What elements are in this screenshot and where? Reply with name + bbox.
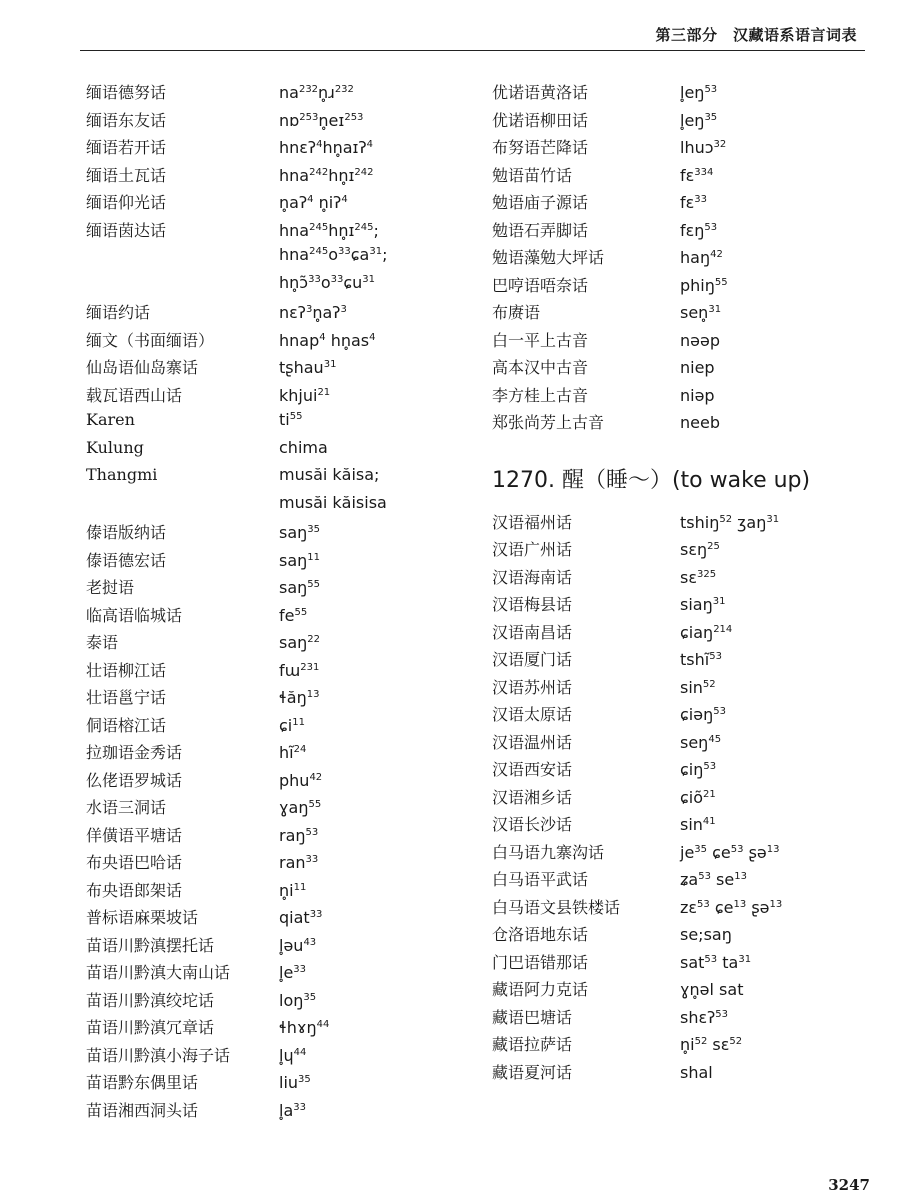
list-item (86, 740, 416, 768)
page-header (80, 22, 865, 51)
language-name: 壮语邕宁话 (86, 688, 167, 707)
language-name: 门巴语错那话 (492, 952, 589, 972)
list-item (492, 922, 872, 950)
word-form: ɬhɤŋ$^{44}$ (279, 1018, 330, 1037)
list-item (86, 960, 416, 988)
right-column-bottom-list (492, 510, 872, 1088)
language-name: 汉语海南话 (492, 567, 573, 587)
list-item (86, 273, 416, 301)
language-name: 藏语巴塘话 (492, 1007, 573, 1027)
language-name: 汉语南昌话 (492, 622, 573, 642)
list-item (86, 685, 416, 713)
language-name: 布央语巴哈话 (86, 853, 183, 872)
language-name: 汉语梅县话 (492, 595, 573, 614)
word-form: l̥ɥ$^{44}$ (279, 1045, 307, 1065)
word-form: ɬăŋ$^{13}$ (279, 688, 320, 707)
list-item (492, 163, 872, 191)
word-form: $na^{232}n̥ɹ^{232}$ (279, 83, 354, 102)
word-form: hnap$^4$ $hn̥as^4$ (279, 330, 376, 350)
list-item (86, 1015, 416, 1043)
language-name: 藏语拉萨话 (492, 1035, 573, 1054)
list-item (492, 895, 872, 923)
language-name: 白马语平武话 (492, 870, 589, 889)
language-name: 缅语土瓦话 (86, 165, 167, 185)
language-name: 缅语若开话 (86, 138, 167, 157)
word-form: sɛŋ$^{25}$ (680, 540, 720, 559)
word-form: zɛ$^{53}$ ɕe$^{13}$ ʂə$^{13}$ (680, 897, 783, 917)
word-form: tshĩ$^{53}$ (680, 650, 722, 669)
list-item (492, 950, 872, 978)
list-item (86, 300, 416, 328)
list-item (492, 108, 872, 136)
list-item (492, 273, 872, 301)
word-form: saŋ$^{22}$ (279, 633, 321, 652)
language-name: 白一平上古音 (492, 330, 589, 350)
language-name: 白马语文县铁楼话 (492, 897, 621, 917)
word-form: saŋ$^{35}$ (279, 523, 321, 542)
list-item (492, 410, 872, 438)
list-item (86, 575, 416, 603)
list-item (86, 878, 416, 906)
word-form: siaŋ$^{31}$ (680, 595, 726, 614)
word-form: tshiŋ$^{52}$ ʒaŋ$^{31}$ (680, 512, 780, 532)
list-item (492, 218, 872, 246)
word-form: ɣn̥əl sat (680, 980, 744, 999)
right-column-top-list (492, 80, 872, 438)
language-name: 布央语郎架话 (86, 880, 183, 900)
word-form: $l̥eŋ^{35}$ (680, 110, 718, 130)
page-number: 3247 (828, 1176, 870, 1194)
list-item (492, 977, 872, 1005)
language-name: 侗语榕江话 (86, 715, 167, 735)
list-item (86, 768, 416, 796)
list-item (86, 850, 416, 878)
list-item (86, 438, 416, 466)
language-name: 缅语东友话 (86, 110, 167, 130)
list-item (86, 933, 416, 961)
language-name: 壮语柳江话 (86, 660, 167, 680)
language-name: 泰语 (86, 633, 119, 652)
language-name: 缅语茵达话 (86, 220, 167, 240)
word-form: ɕiõ$^{21}$ (680, 787, 716, 807)
list-item (86, 1098, 416, 1126)
language-name: 巴哼语唔奈话 (492, 275, 589, 295)
language-name: 缅文（书面缅语） (86, 330, 215, 350)
word-form: phu$^{42}$ (279, 770, 323, 790)
language-name: 傣语德宏话 (86, 550, 167, 570)
word-form: fɯ$^{231}$ (279, 660, 320, 680)
word-form: $fe^{55}$ (279, 605, 308, 625)
language-name: Thangmi (86, 465, 158, 484)
word-form: ɕiŋ$^{53}$ (680, 760, 717, 779)
word-form: hna$^{245}$hn̥ɪ$^{245}$; (279, 220, 379, 240)
language-name: 苗语黔东偶里话 (86, 1073, 199, 1092)
language-name: 优诺语柳田话 (492, 110, 589, 130)
language-name: 苗语川黔滇绞坨话 (86, 990, 215, 1010)
language-name: 苗语川黔滇小海子话 (86, 1045, 231, 1065)
word-form: shal (680, 1062, 713, 1082)
list-item (492, 1005, 872, 1033)
list-item (86, 520, 416, 548)
list-item (492, 328, 872, 356)
word-form: ɕiaŋ$^{214}$ (680, 622, 733, 642)
language-name: Karen (86, 410, 135, 429)
list-item (492, 785, 872, 813)
left-column (86, 80, 416, 1125)
list-item (86, 328, 416, 356)
word-form: liu$^{35}$ (279, 1073, 311, 1092)
word-form: $\sin^{41}$ (680, 815, 716, 834)
word-form: ɣaŋ$^{55}$ (279, 798, 322, 817)
word-form: $l̥e^{33}$ (279, 963, 307, 982)
language-name: 汉语长沙话 (492, 815, 573, 834)
language-name: 勉语苗竹话 (492, 165, 573, 185)
word-form: $l̥a^{33}$ (279, 1100, 306, 1120)
language-name: 临高语临城话 (86, 605, 183, 625)
word-form: sat$^{53}$ $ta^{31}$ (680, 952, 752, 972)
list-item (492, 757, 872, 785)
word-form: n̥aʔ$^4$ n̥iʔ$^4$ (279, 193, 348, 212)
word-form: chima (279, 437, 328, 457)
word-form: ɕiəŋ$^{53}$ (680, 705, 726, 724)
list-item (86, 548, 416, 576)
language-name: 汉语西安话 (492, 760, 573, 779)
language-name: 缅语德努话 (86, 83, 167, 102)
language-name: 仙岛语仙岛寨话 (86, 358, 199, 377)
list-item (86, 1070, 416, 1098)
language-name: 白马语九寨沟话 (492, 842, 605, 862)
language-name: 布赓语 (492, 303, 541, 322)
language-name: 优诺语黄洛话 (492, 83, 589, 102)
word-form: $l̥eŋ^{53}$ (680, 83, 718, 102)
word-form: $n̥i^{52}$ sɛ$^{52}$ (680, 1035, 743, 1054)
list-item (492, 867, 872, 895)
list-item (86, 108, 416, 136)
language-name: 水语三洞话 (86, 798, 167, 817)
language-name: 汉语温州话 (492, 732, 573, 752)
list-item (86, 905, 416, 933)
language-name: 勉语藻勉大坪话 (492, 248, 605, 267)
list-item (86, 795, 416, 823)
list-item (86, 988, 416, 1016)
word-form: nəəp (680, 330, 720, 350)
word-form: khjui$^{21}$ (279, 385, 331, 405)
word-form: $ti^{55}$ (279, 410, 303, 429)
entry-heading: 1270. 醒（睡～）(to wake up) (492, 468, 811, 493)
word-form: hna$^{242}$hn̥ɪ$^{242}$ (279, 165, 374, 185)
language-name: 苗语川黔滇冗章话 (86, 1018, 215, 1037)
list-item (86, 713, 416, 741)
word-form: qiat$^{33}$ (279, 908, 323, 927)
list-item (492, 300, 872, 328)
word-form: haŋ$^{42}$ (680, 248, 723, 267)
language-name: 缅语约话 (86, 303, 151, 322)
language-name: 藏语夏河话 (492, 1062, 573, 1082)
list-item (492, 565, 872, 593)
word-form: $\sin^{52}$ (680, 677, 716, 697)
language-name: Kulung (86, 437, 144, 457)
language-name: 苗语川黔滇大南山话 (86, 963, 231, 982)
word-form: $hna^{245}o^{33}ɕa^{31}$; (279, 245, 388, 264)
list-item (86, 218, 416, 246)
language-name: 普标语麻栗坡话 (86, 908, 199, 927)
word-form: musăi kăisisa (279, 492, 387, 512)
list-item (86, 603, 416, 631)
list-item (86, 355, 416, 383)
language-name: 汉语苏州话 (492, 677, 573, 697)
language-name: 缅语仰光话 (86, 193, 167, 212)
list-item (492, 190, 872, 218)
word-form: sɛ$^{325}$ (680, 567, 717, 587)
list-item (86, 658, 416, 686)
list-item (492, 702, 872, 730)
list-item (492, 1060, 872, 1088)
language-name: 汉语福州话 (492, 512, 573, 532)
list-item (492, 675, 872, 703)
list-item (86, 135, 416, 163)
language-name: 傣语版纳话 (86, 523, 167, 542)
language-name: 汉语广州话 (492, 540, 573, 559)
language-name: 苗语湘西洞头话 (86, 1100, 199, 1120)
word-form: musăi kăisa; (279, 465, 380, 484)
word-form: ɕi$^{11}$ (279, 715, 305, 735)
word-form: $je^{35}$ ɕe$^{53}$ ʂə$^{13}$ (680, 842, 780, 862)
right-column (492, 80, 872, 1087)
word-form: l̥əu$^{43}$ (279, 935, 317, 955)
list-item (86, 383, 416, 411)
list-item (86, 823, 416, 851)
list-item (492, 592, 872, 620)
word-form: se;saŋ (680, 925, 732, 944)
word-form: sen̥$^{31}$ (680, 303, 722, 322)
word-form: fɛ$^{33}$ (680, 193, 708, 212)
list-item (86, 245, 416, 273)
list-item (492, 355, 872, 383)
word-form: niəp (680, 385, 715, 405)
word-form: raŋ$^{53}$ (279, 825, 319, 845)
list-item (492, 135, 872, 163)
word-form: tʂhau$^{31}$ (279, 358, 337, 377)
list-item (492, 647, 872, 675)
list-item (492, 537, 872, 565)
language-name: 勉语石弄脚话 (492, 220, 589, 240)
language-name: 汉语厦门话 (492, 650, 573, 669)
language-name: 佯僙语平塘话 (86, 825, 183, 845)
list-item (492, 620, 872, 648)
language-name: 李方桂上古音 (492, 385, 589, 405)
language-name: 老挝语 (86, 578, 135, 597)
word-form: $hn̥ɔ̃^{33}o^{33}ɕu^{31}$ (279, 272, 376, 292)
word-form: ran$^{33}$ (279, 853, 319, 872)
word-form: niep (680, 358, 715, 377)
list-item (492, 510, 872, 538)
language-name: 仫佬语罗城话 (86, 770, 183, 790)
language-name: 汉语太原话 (492, 705, 573, 724)
list-item (492, 1032, 872, 1060)
language-name: 仓洛语地东话 (492, 925, 589, 944)
language-name: 郑张尚芳上古音 (492, 413, 605, 432)
word-form: lhuɔ$^{32}$ (680, 138, 727, 157)
running-head: 第三部分 汉藏语系语言词表 (655, 26, 857, 44)
language-name: 勉语庙子源话 (492, 193, 589, 212)
list-item (86, 80, 416, 108)
list-item (86, 493, 416, 521)
word-form: fɛŋ$^{53}$ (680, 220, 718, 240)
list-item (492, 840, 872, 868)
word-form: saŋ$^{55}$ (279, 578, 321, 597)
language-name: 拉珈语金秀话 (86, 743, 183, 762)
list-item (86, 190, 416, 218)
list-item (492, 80, 872, 108)
word-form: $n̥i^{11}$ (279, 880, 307, 900)
list-item (86, 163, 416, 191)
word-form: ʑa$^{53}$ $se^{13}$ (680, 870, 747, 889)
language-name: 布努语芒降话 (492, 138, 589, 157)
word-form: saŋ$^{11}$ (279, 550, 321, 570)
language-name: 载瓦语西山话 (86, 385, 183, 405)
word-form: loŋ$^{35}$ (279, 990, 317, 1010)
list-item (86, 1043, 416, 1071)
list-item (86, 465, 416, 493)
language-name: 苗语川黔滇摆托话 (86, 935, 215, 955)
word-form: phiŋ$^{55}$ (680, 275, 728, 295)
list-item (492, 730, 872, 758)
word-form: hnɛʔ$^4$hn̥aɪʔ$^4$ (279, 138, 374, 157)
language-name: 高本汉中古音 (492, 358, 589, 377)
word-form: fɛ$^{334}$ (680, 165, 714, 185)
word-form: neeb (680, 413, 720, 432)
word-form: $hĩ^{24}$ (279, 743, 307, 762)
word-form: nɛʔ$^3$n̥aʔ$^3$ (279, 303, 347, 322)
list-item (492, 245, 872, 273)
language-name: 藏语阿力克话 (492, 980, 589, 999)
list-item (492, 383, 872, 411)
list-item (86, 630, 416, 658)
list-item (86, 410, 416, 438)
language-name: 汉语湘乡话 (492, 787, 573, 807)
word-form: shɛʔ$^{53}$ (680, 1007, 729, 1027)
word-form: seŋ$^{45}$ (680, 732, 722, 752)
list-item (492, 812, 872, 840)
word-form: nɒ$^{253}$n̥eɪ$^{253}$ (279, 110, 364, 130)
